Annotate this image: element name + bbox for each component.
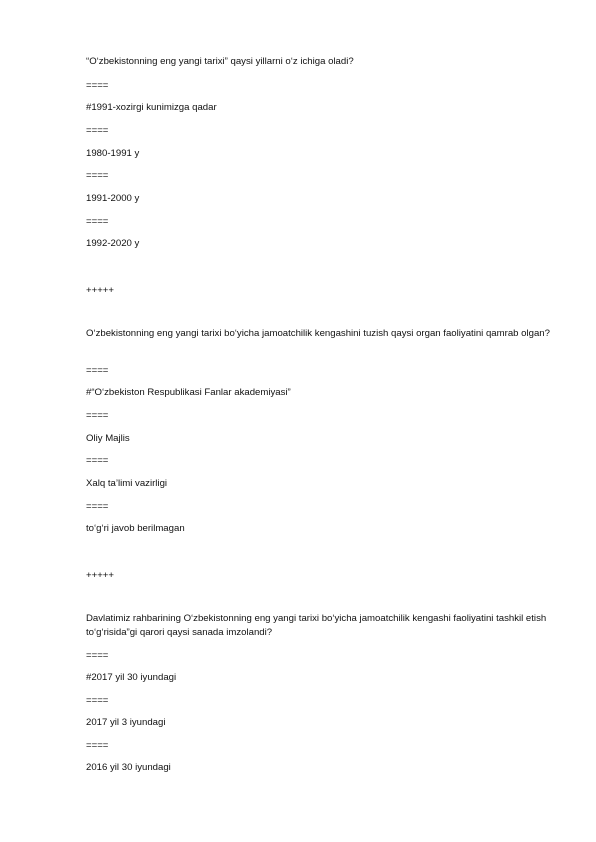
answer-option: 2016 yil 30 iyundagi — [86, 762, 171, 773]
answer-option: 2017 yil 3 iyundagi — [86, 717, 166, 728]
question-text: O‘zbekistonning eng yangi tarixi bo‘yicha jamoatchilik kengashini tuzish qaysi organ faoliyatini qamrab olgan? — [86, 328, 550, 339]
answer-option: #“O‘zbekiston Respublikasi Fanlar akademiyasi” — [86, 387, 291, 398]
answer-option: Xalq ta’limi vazirligi — [86, 478, 168, 489]
separator: ==== — [86, 365, 109, 376]
answer-option: Oliy Majlis — [86, 433, 130, 444]
separator: ==== — [86, 740, 109, 751]
answer-option: 1992-2020 y — [86, 238, 140, 249]
block-separator: +++++ — [86, 570, 115, 581]
separator: ==== — [86, 695, 109, 706]
separator: ==== — [86, 650, 109, 661]
separator: ==== — [86, 125, 109, 136]
question-text: Davlatimiz rahbarining O‘zbekistonning eng yangi tarixi bo‘yicha jamoatchilik kengashi faoliyatini tashkil etish to‘g‘risida”gi qarori qaysi sanada imzolandi? — [86, 613, 547, 638]
separator: ==== — [86, 216, 109, 227]
answer-option: 1980-1991 y — [86, 148, 140, 159]
answer-option: #1991-xozirgi kunimizga qadar — [86, 102, 217, 113]
question-text: “O‘zbekistonning eng yangi tarixi” qaysi yillarni o‘z ichiga oladi? — [86, 56, 354, 67]
answer-option: 1991-2000 y — [86, 193, 140, 204]
block-separator: +++++ — [86, 285, 115, 296]
answer-option: #2017 yil 30 iyundagi — [86, 672, 177, 683]
separator: ==== — [86, 455, 109, 466]
separator: ==== — [86, 80, 109, 91]
separator: ==== — [86, 170, 109, 181]
separator: ==== — [86, 501, 109, 512]
separator: ==== — [86, 410, 109, 421]
answer-option: to‘g‘ri javob berilmagan — [86, 523, 185, 534]
